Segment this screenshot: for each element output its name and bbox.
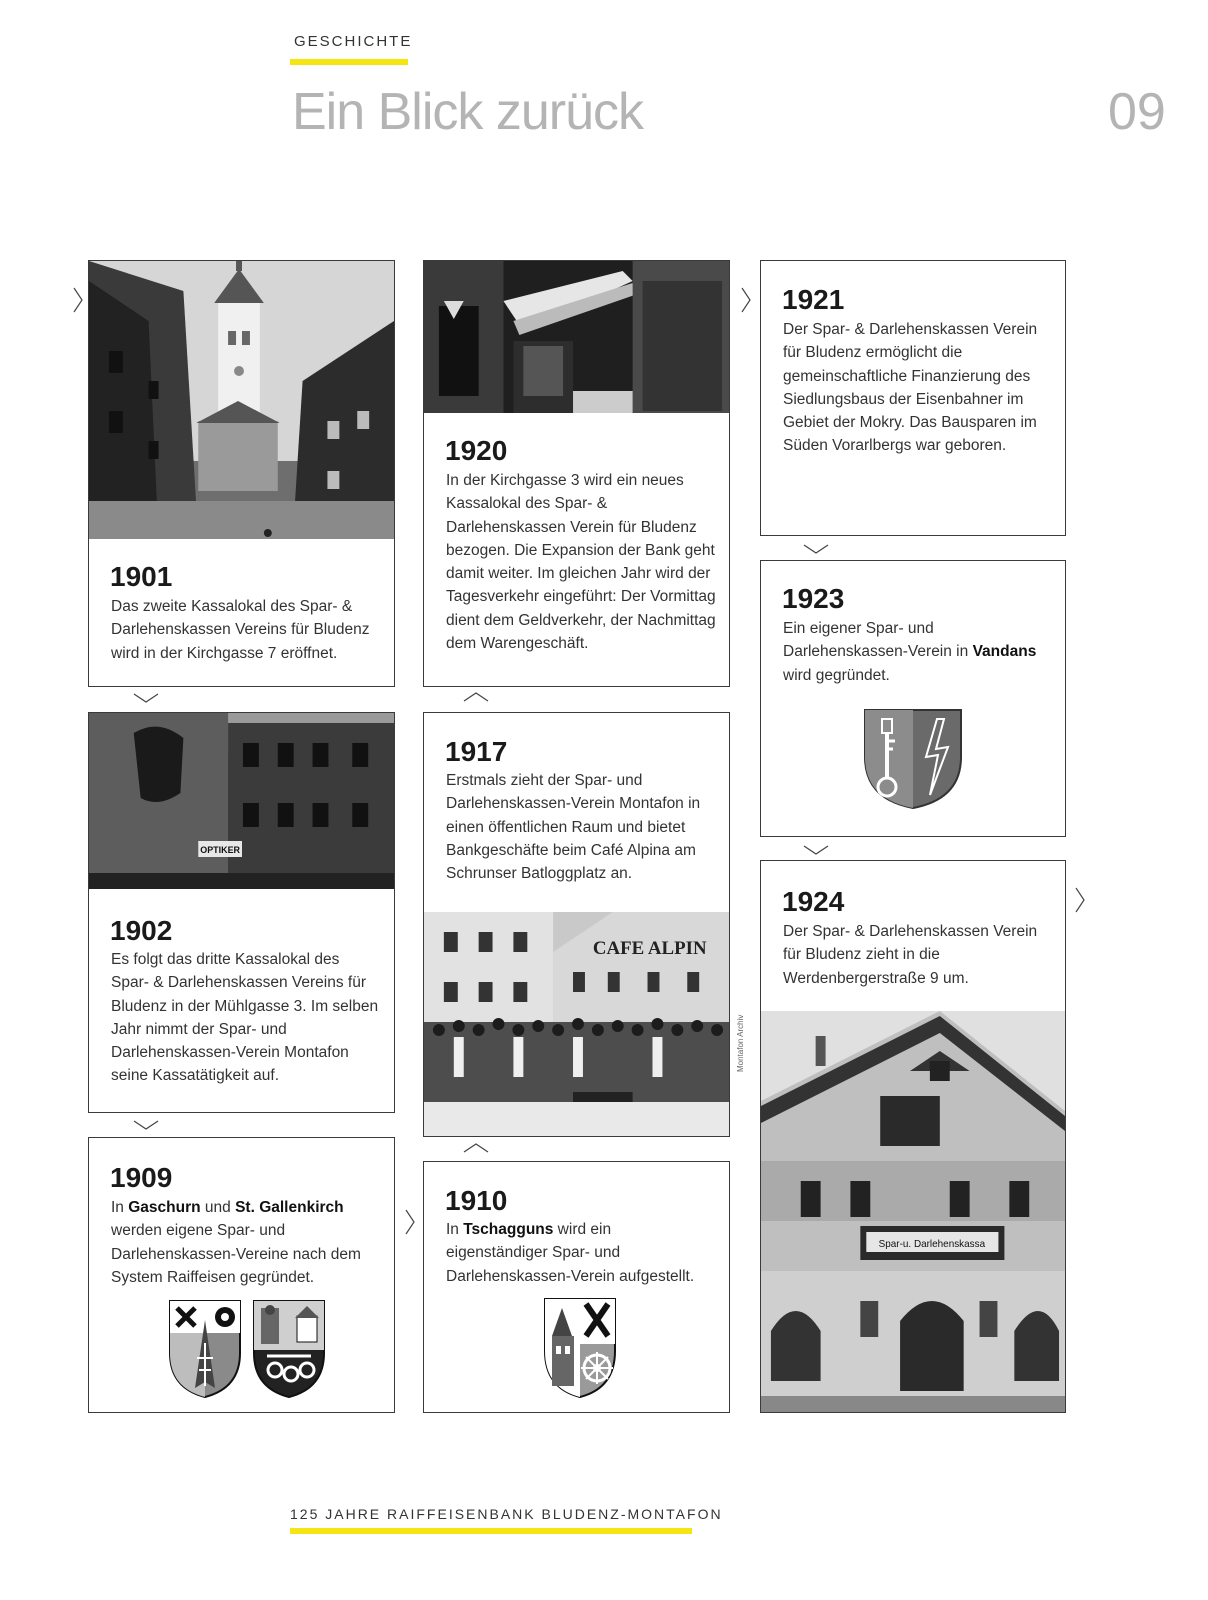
text-1917: Erstmals zieht der Spar- und Darlehenskassen-Verein Montafon in einen öffentlichen Raum und bietet Bankgeschäfte beim Café Alpina am Schrunser Batloggplatz an. [446,772,701,883]
timeline-card-1923 [760,560,1066,837]
year-1917: 1917 [445,736,508,767]
text-1920: In der Kirchgasse 3 wird ein neues Kassalokal des Spar- & Darlehenskassen Verein für Bludenz bezogen. Die Expansion der Bank geht damit weiter. Im gleichen Jahr wird der Tagesverkehr eingeführt: Der Vormittag dient dem Geldverkehr, der Nachmittag dem Warengeschäft. [446,472,716,653]
section-underline [290,59,408,65]
timeline-card-1902 [88,712,395,1113]
werdenbergerstrasse-photo [761,1011,1065,1413]
bank-sign: Spar-u. Darlehenskassa [878,1238,986,1251]
text-1924: Der Spar- & Darlehenskassen Verein für Bludenz zieht in die Werdenbergerstraße 9 um. [783,923,1038,987]
text-1910: In Tschagguns wird ein eigenständiger Spar- und Darlehenskassen-Verein aufgestellt. [446,1221,695,1285]
place-gaschurn: Gaschurn [128,1199,201,1216]
timeline-card-1909 [88,1137,395,1413]
gaschurn-coat-of-arms-icon [167,1298,243,1405]
cafe-alpina-photo [424,912,729,1137]
optiker-sign: OPTIKER [200,844,241,856]
chevron-right-icon [72,286,84,314]
timeline-card-1917 [423,712,730,1137]
year-1901: 1901 [110,561,173,592]
cafe-alpina-sign: CAFE ALPIN [592,937,707,960]
kirchgasse-photo [89,261,394,539]
timeline-card-1901 [88,260,395,687]
place-tschagguns: Tschagguns [463,1221,554,1238]
footer-underline [290,1528,692,1534]
section-label: GESCHICHTE [294,33,413,50]
timeline-card-1924 [760,860,1066,1413]
place-st-gallenkirch: St. Gallenkirch [235,1199,344,1216]
text-1909: In Gaschurn und St. Gallenkirch werden eigene Spar- und Darlehenskassen-Vereine nach dem System Raiffeisen gegründet. [111,1199,361,1286]
chevron-right-icon [740,286,752,314]
year-1921: 1921 [782,284,845,315]
timeline-card-1910 [423,1161,730,1413]
timeline-card-1920 [423,260,730,687]
tschagguns-coat-of-arms-icon [542,1296,618,1405]
text-1923: Ein eigener Spar- und Darlehenskassen-Verein in Vandans wird gegründet. [783,620,1037,684]
year-1924: 1924 [782,886,845,917]
text-1902: Es folgt das dritte Kassalokal des Spar- & Darlehenskassen Vereins für Bludenz in der Mühlgasse 3. Im selben Jahr nimmt der Spar- und Darlehenskassen-Verein Montafon seine Kassatätigkeit auf. [111,951,379,1085]
chevron-up-icon [462,1142,490,1154]
chevron-down-icon [802,844,830,856]
page-title: Ein Blick zurück [292,83,643,141]
chevron-up-icon [462,691,490,703]
timeline-card-1921 [760,260,1066,536]
kirchgasse-3-photo [424,261,729,413]
page-number: 09 [1108,83,1166,141]
place-vandans: Vandans [972,643,1037,661]
st-gallenkirch-coat-of-arms-icon [251,1298,327,1405]
year-1909: 1909 [110,1162,173,1193]
chevron-down-icon [132,692,160,704]
chevron-right-icon [1074,886,1086,914]
year-1902: 1902 [110,915,173,946]
chevron-down-icon [802,543,830,555]
vandans-coat-of-arms-icon [862,707,964,816]
text-1921: Der Spar- & Darlehenskassen Verein für Bludenz ermöglicht die gemeinschaftliche Finanzierung des Siedlungsbaus der Eisenbahner im Gebiet der Mokry. Das Bausparen im Süden Vorarlbergs war geboren. [783,321,1038,455]
photo-credit: Montafon Archiv [736,1014,745,1072]
chevron-right-icon [404,1208,416,1236]
year-1923: 1923 [782,583,845,614]
footer-text: 125 JAHRE RAIFFEISENBANK BLUDENZ-MONTAFON [290,1506,723,1522]
muehlgasse-photo [89,713,394,889]
text-1901: Das zweite Kassalokal des Spar- & Darlehenskassen Vereins für Bludenz wird in der Kirchgasse 7 eröffnet. [111,598,370,662]
chevron-down-icon [132,1119,160,1131]
year-1920: 1920 [445,435,508,466]
year-1910: 1910 [445,1185,508,1216]
